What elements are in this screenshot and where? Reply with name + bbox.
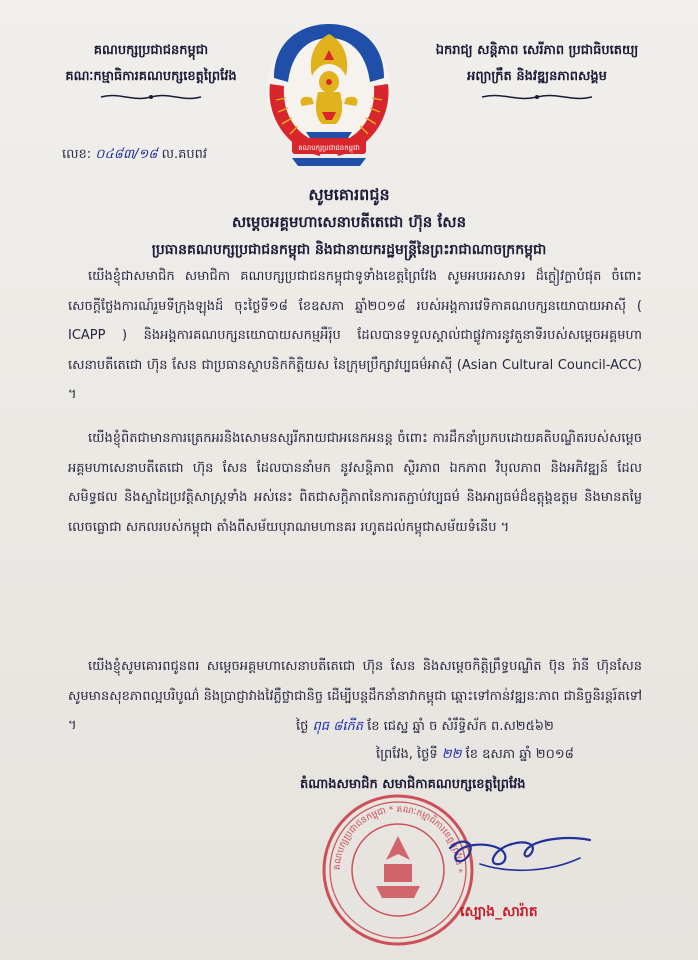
handwritten-signature-icon bbox=[440, 818, 600, 888]
signatory-name: ស្បោង_សារ៉ាត bbox=[460, 904, 538, 920]
solar-day: ២២ bbox=[441, 747, 462, 762]
ornament-left-icon bbox=[96, 92, 206, 102]
header-left bbox=[46, 38, 256, 102]
kingdom-motto: ឯករាជ្យ សន្តិភាព សេរីភាព ប្រជាធិបតេយ្យ bbox=[435, 43, 639, 58]
kingdom-motto-2: អព្យាក្រឹត និងវឌ្ឍនភាពសង្គម bbox=[467, 69, 607, 84]
lunar-prefix: ថ្ងៃ bbox=[296, 719, 309, 734]
paragraph-2 bbox=[68, 424, 642, 542]
reference-number bbox=[62, 146, 207, 165]
reference-handwritten-number: ០៤៨៣/ bbox=[95, 147, 139, 162]
paragraph-1-text: យើងខ្ញុំជាសមាជិក សមាជិកា គណបក្សប្រជាជនកម្ពុជាទូទាំងខេត្តព្រៃវែង សូមអបអរសាទរ ដ៏ក្លៀវក្លាបំផុត ចំពោះសេចក្តីថ្លែងការណ៍រួមទីក្រុងឡុងដ៍ ចុះថ្ងៃទី១៨ ខែឧសភា ឆ្នាំ២០១៨ របស់អង្គការវេទិកាគណបក្សនយោបាយអាស៊ី ( ICAPP ) និងអង្គការគណបក្សនយោបាយសកម្មអឺរ៉ុប ដែលបានទទួលស្គាល់ជាផ្លូវការនូវតួនាទីរបស់សម្តេចអគ្គមហាសេនាបតីតេជោ ហ៊ុន សែន ជាប្រធានស្ថាបនិកកិត្តិយស នៃក្រុមប្រឹក្សាវប្បធម៌អាស៊ី (Asian Cultural Council-ACC) ។ bbox=[68, 269, 642, 402]
party-name: គណបក្សប្រជាជនកម្ពុជា bbox=[93, 43, 209, 58]
lunar-rest: ខែ ជេស្ឋ ឆ្នាំ ច សំរឹទ្ធិស័ក ព.ស២៥៦២ bbox=[367, 719, 554, 734]
seal-ring-text: គណបក្សប្រជាជនកម្ពុជា * គណៈកម្មាធិការខេត្តព្រៃវែង * bbox=[332, 804, 464, 873]
recipient-title: ប្រធានគណបក្សប្រជាជនកម្ពុជា និងជានាយករដ្ឋមន្ត្រីនៃព្រះរាជាណាចក្រកម្ពុជា bbox=[151, 242, 547, 258]
provincial-committee: គណៈកម្មាធិការគណបក្សខេត្តព្រៃវែង bbox=[65, 69, 237, 84]
party-logo bbox=[262, 20, 396, 170]
lunar-handwritten: ពុធ ៨កើត bbox=[312, 719, 364, 734]
recipient-block bbox=[0, 182, 698, 264]
paragraph-2-text: យើងខ្ញុំពិតជាមានការត្រេកអរនិងសោមនស្សរីករាយជាអនេកអនន្ត ចំពោះ ការដឹកនាំប្រកបដោយគតិបណ្ឌិតរបស់សម្តេចអគ្គមហាសេនាបតីតេជោ ហ៊ុន សែន ដែលបាននាំមក នូវសន្តិភាព ស្ថិរភាព ឯកភាព វិបុលភាព និងអភិវឌ្ឍន៍ ដែលសមិទ្ធផល និងស្នាដៃប្រវត្តិសាស្ត្រទាំង អស់នេះ ពិតជាសក្តិភាពនៃការតភ្ជាប់វប្បធម៌ និងអារ្យធម៌ដ៏ឧត្តុង្គឧត្តម និងមានតម្លៃលេចធ្លោជា សកលរបស់កម្ពុជា តាំងពីសម័យបុរាណមហានគរ រហូតដល់កម្ពុជាសម័យទំនើប ។ bbox=[68, 431, 642, 535]
logo-banner-text: គណបក្សប្រជាជនកម្ពុជា bbox=[298, 144, 360, 152]
reference-suffix: ល.គបពវ bbox=[161, 147, 207, 162]
header-right bbox=[402, 38, 672, 102]
paragraph-3-text: យើងខ្ញុំសូមគោរពជូនពរ សម្តេចអគ្គមហាសេនាបតីតេជោ ហ៊ុន សែន និងសម្តេចកិត្តិព្រឹទ្ធបណ្ឌិត ប៊ុន រ៉ានី ហ៊ុនសែន សូមមានសុខភាពល្អបរិបូណ៌ និងប្រាជ្ញាវាងវៃភ្លឺថ្លាជានិច្ច ដើម្បីបន្តដឹកនាំនាវាកម្ពុជា ឆ្ពោះទៅកាន់វឌ្ឍនៈភាព ជានិច្ចនិរន្តរ៍តទៅ ។ bbox=[68, 659, 642, 733]
lunar-date bbox=[296, 718, 554, 737]
recipient-name: សម្តេចអគ្គមហាសេនាបតីតេជោ ហ៊ុន សែន bbox=[231, 213, 467, 231]
signatory-title: តំណាងសមាជិក សមាជិកាគណបក្សខេត្តព្រៃវែង bbox=[300, 777, 526, 792]
reference-prefix: លេខ: bbox=[62, 147, 92, 162]
solar-rest: ខែ ឧសភា ឆ្នាំ ២០១៨ bbox=[465, 747, 574, 762]
solar-prefix: ព្រៃវែង, ថ្ងៃទី bbox=[376, 747, 438, 762]
paragraph-1 bbox=[68, 262, 642, 410]
solar-date bbox=[376, 746, 574, 765]
ornament-right-icon bbox=[477, 92, 597, 102]
salutation: សូមគោរពជូន bbox=[308, 185, 390, 204]
reference-year: ១៨ bbox=[138, 147, 158, 162]
